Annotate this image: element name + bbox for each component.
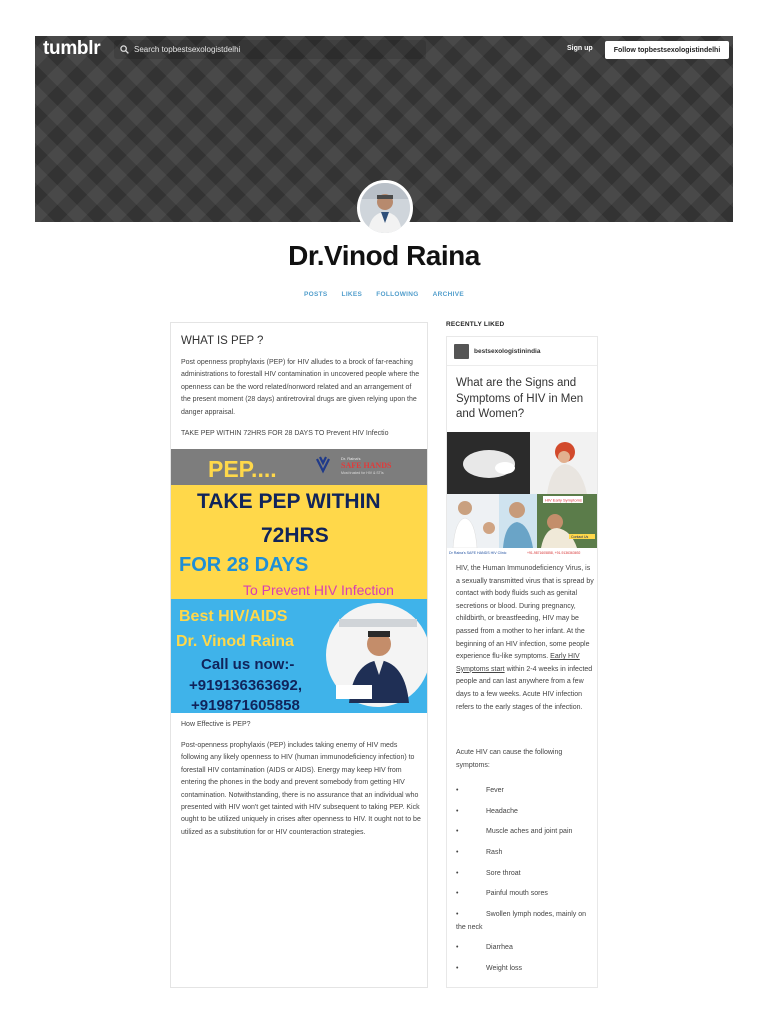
hiv-symptoms-image[interactable] — [447, 432, 597, 556]
nav-archive[interactable]: ARCHIVE — [432, 291, 464, 298]
list-item — [456, 888, 596, 909]
image-phone: +91-9871605858, +91-9136363692 — [527, 551, 581, 555]
bullet-icon: • — [456, 911, 459, 919]
pep-line-6: Best HIV/AIDS — [179, 608, 288, 625]
bullet-icon: • — [456, 943, 459, 951]
symptom-list — [456, 785, 596, 983]
author-name: bestsexologistinindia — [474, 348, 541, 355]
bullet-icon: • — [456, 964, 459, 972]
list-item — [456, 785, 596, 806]
search-input[interactable] — [114, 40, 426, 59]
pep-line-4: FOR 28 DAYS — [179, 554, 309, 576]
pep-line-1: PEP.... — [208, 456, 277, 482]
bullet-icon: • — [456, 890, 459, 898]
follow-button[interactable]: Follow topbestsexologistindelhi — [605, 41, 729, 59]
list-item — [456, 806, 596, 827]
liked-post-paragraph: Acute HIV can cause the following symptoms: — [456, 749, 563, 769]
bullet-icon: • — [456, 849, 459, 857]
logo-big-text: SAFE HANDS — [341, 461, 392, 470]
nav-likes[interactable]: LIKES — [341, 291, 363, 298]
symptom-text: Weight loss — [486, 964, 523, 972]
post-paragraph: How Effective is PEP? — [181, 721, 251, 728]
recently-liked-label: RECENTLY LIKED — [446, 321, 505, 328]
symptom-text: Fever — [486, 787, 504, 794]
list-item — [456, 847, 596, 868]
list-item — [456, 826, 596, 847]
bullet-icon: • — [456, 787, 459, 794]
nav-following[interactable]: FOLLOWING — [376, 291, 419, 298]
pep-line-10: +919871605858 — [191, 697, 300, 713]
nav-posts[interactable]: POSTS — [304, 291, 328, 298]
divider — [447, 365, 597, 366]
post-title: WHAT IS PEP ? — [181, 335, 264, 347]
search-icon — [120, 45, 129, 54]
liked-post-title[interactable]: What are the Signs and Symptoms of HIV in Men and Women? — [456, 377, 584, 420]
list-item — [456, 963, 596, 984]
symptom-text: Rash — [486, 849, 503, 857]
logo-sub-text: Most trusted for HIV & STIs — [341, 471, 384, 475]
avatar[interactable] — [357, 180, 413, 236]
logo-small-text: Dr. Raina's — [341, 456, 361, 461]
paragraph-text: within 2-4 weeks in infected people and can last anywhere from a few days to a few weeks. Acute HIV infection refers to the early stages of the infection. — [456, 665, 593, 711]
early-hiv-symptoms-link[interactable]: Early HIV Symptoms start — [456, 653, 580, 673]
search-placeholder: Search topbestsexologistdelhi — [134, 45, 241, 54]
bullet-icon: • — [456, 869, 459, 877]
symptom-text: Sore throat — [486, 869, 521, 877]
post-paragraph: Post openness prophylaxis (PEP) for HIV alludes to a brock of far-reaching administrations to forestall HIV contamination in uncovered people where the openness can be the word related/nonword related and an arrangement of the present moment (28 days) antiretroviral drugs are given relying upon the danger appraisal. — [181, 359, 420, 416]
list-item — [456, 942, 596, 963]
pep-line-8: Call us now:- — [201, 656, 295, 673]
pep-promo-image[interactable] — [171, 449, 427, 713]
symptom-text: Swollen lymph nodes, mainly on the neck — [456, 911, 586, 931]
pep-line-5: To Prevent HIV Infection — [243, 582, 394, 598]
symptom-text: Muscle aches and joint pain — [486, 828, 573, 836]
symptom-text: Painful mouth sores — [486, 890, 548, 898]
list-item — [456, 868, 596, 889]
liked-post-paragraph — [456, 563, 594, 714]
avatar-photo — [360, 183, 410, 233]
pep-line-2: TAKE PEP WITHIN — [197, 490, 381, 513]
symptom-text: Diarrhea — [486, 943, 513, 951]
doctor-photo — [326, 603, 427, 707]
bullet-icon: • — [456, 828, 459, 836]
blog-title: Dr.Vinod Raina — [288, 240, 480, 271]
tumblr-logo[interactable]: tumblr — [43, 38, 101, 59]
pep-line-3: 72HRS — [261, 524, 329, 547]
liked-post-author[interactable] — [454, 344, 540, 359]
bullet-icon: • — [456, 807, 459, 815]
author-avatar — [454, 344, 469, 359]
pep-line-9: +919136363692, — [189, 677, 303, 694]
sign-up-link[interactable]: Sign up — [567, 45, 593, 52]
pep-line-7: Dr. Vinod Raina — [176, 633, 294, 650]
symptom-text: Headache — [486, 807, 518, 815]
image-clinic: Dr Raina's SAFE HANDS HIV Clinic — [449, 551, 507, 555]
post-paragraph: TAKE PEP WITHIN 72HRS FOR 28 DAYS TO Prevent HIV Infectio — [181, 430, 389, 437]
list-item — [456, 909, 596, 942]
paragraph-text: HIV, the Human Immunodeficiency Virus, is a sexually transmitted virus that is spread by contact with body fluids such as genital secretions or blood. During pregnancy, childbirth, or breastfeeding, HIV may be passed from a mother to her infant. At the beginning of an HIV infection, some people experience flu-like symptoms. — [456, 565, 594, 661]
image-contact: Contact Us — [571, 535, 589, 539]
post-card — [170, 322, 428, 988]
top-bar — [35, 36, 733, 64]
blog-nav — [0, 291, 768, 298]
recently-liked-card — [446, 336, 598, 988]
image-caption: HIV Early Symptoms — [545, 497, 582, 503]
post-paragraph: Post-openness prophylaxis (PEP) includes taking enemy of HIV meds following any likely openness to HIV (human immunodeficiency infection) to forestall HIV contamination (AIDS or AIDS). Energy may keep HIV from entering the phones in the body and prevent somebody from getting HIV contamination. Notwithstanding, there is no assurance that an individual who presented with HIV won't get tainted with HIV subsequent to taking PEP. Kick ought to be utilized uniquely in crises after openness to HIV. It ought not to be utilized as a substitution for or HIV counteraction strategies. — [181, 742, 421, 836]
